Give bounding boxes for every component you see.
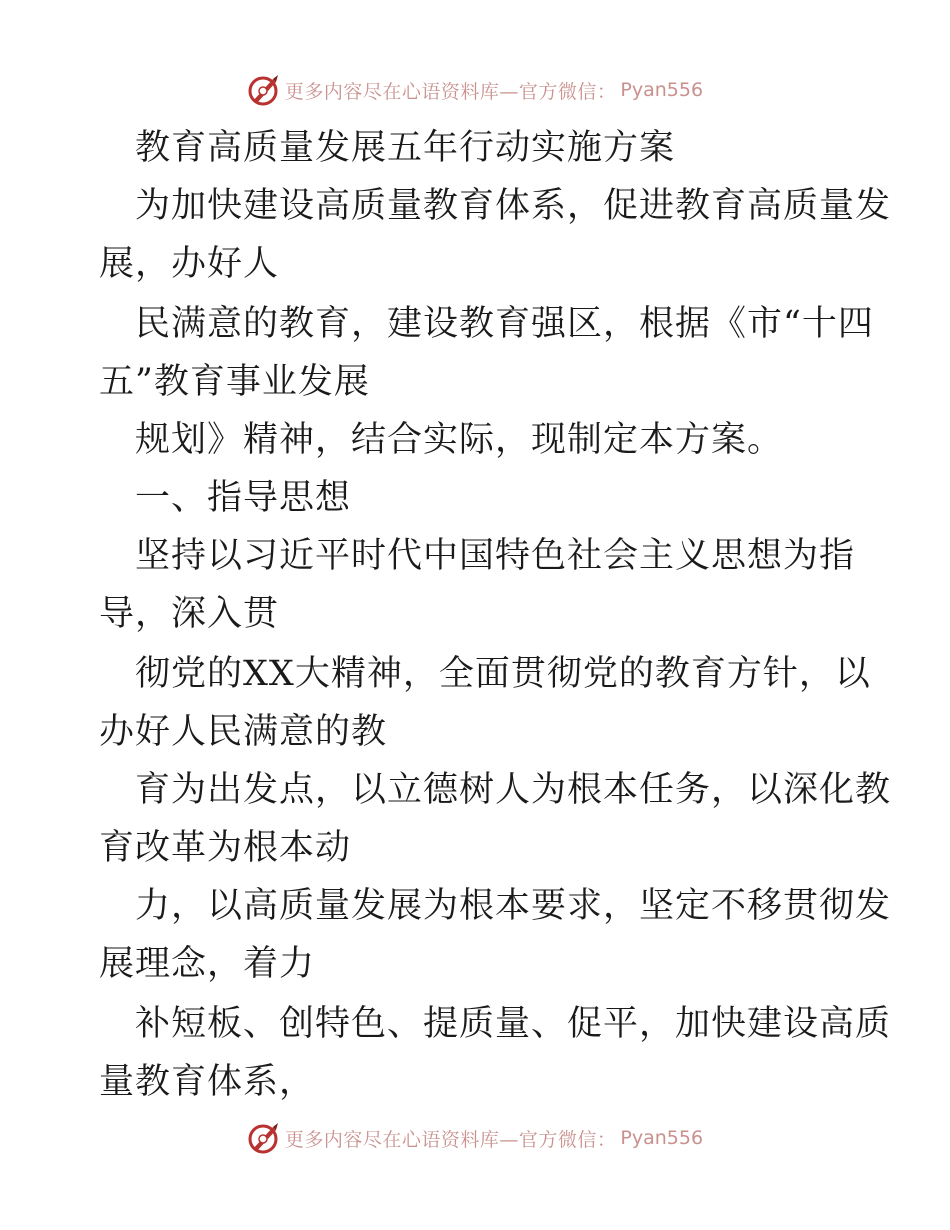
watermark-text: 更多内容尽在心语资料库—官方微信： bbox=[284, 80, 617, 103]
paragraph-line: 规划》精神，结合实际，现制定本方案。 bbox=[135, 420, 784, 460]
watermark-text: 更多内容尽在心语资料库—官方微信： bbox=[284, 1128, 617, 1151]
document-title: 教育高质量发展五年行动实施方案 bbox=[135, 128, 676, 168]
header-watermark bbox=[0, 70, 950, 110]
paragraph-line: 民满意的教育，建设教育强区，根据《市“十四 bbox=[135, 304, 874, 344]
paragraph-line: 彻党的XX大精神，全面贯彻党的教育方针，以 bbox=[135, 654, 871, 694]
quill-logo-icon bbox=[247, 73, 281, 107]
paragraph-line: 量教育体系， bbox=[99, 1062, 316, 1102]
watermark-account: Pyan556 bbox=[620, 79, 704, 101]
paragraph-line: 导，深入贯 bbox=[99, 594, 280, 634]
quill-logo-icon bbox=[247, 1121, 281, 1155]
paragraph-line: 展，办好人 bbox=[99, 244, 280, 284]
footer-watermark bbox=[0, 1118, 950, 1158]
paragraph-line: 五”教育事业发展 bbox=[99, 362, 370, 402]
paragraph-line: 补短板、创特色、提质量、促平，加快建设高质 bbox=[135, 1004, 892, 1044]
paragraph-line: 为加快建设高质量教育体系，促进教育高质量发 bbox=[135, 186, 892, 226]
paragraph-line: 展理念，着力 bbox=[99, 944, 316, 984]
paragraph-line: 坚持以习近平时代中国特色社会主义思想为指 bbox=[135, 536, 856, 576]
paragraph-line: 力，以高质量发展为根本要求，坚定不移贯彻发 bbox=[135, 886, 892, 926]
paragraph-line: 办好人民满意的教 bbox=[99, 712, 388, 752]
watermark-account: Pyan556 bbox=[620, 1127, 704, 1149]
section-heading: 一、指导思想 bbox=[135, 478, 352, 518]
paragraph-line: 育为出发点，以立德树人为根本任务，以深化教 bbox=[135, 770, 892, 810]
paragraph-line: 育改革为根本动 bbox=[99, 828, 352, 868]
